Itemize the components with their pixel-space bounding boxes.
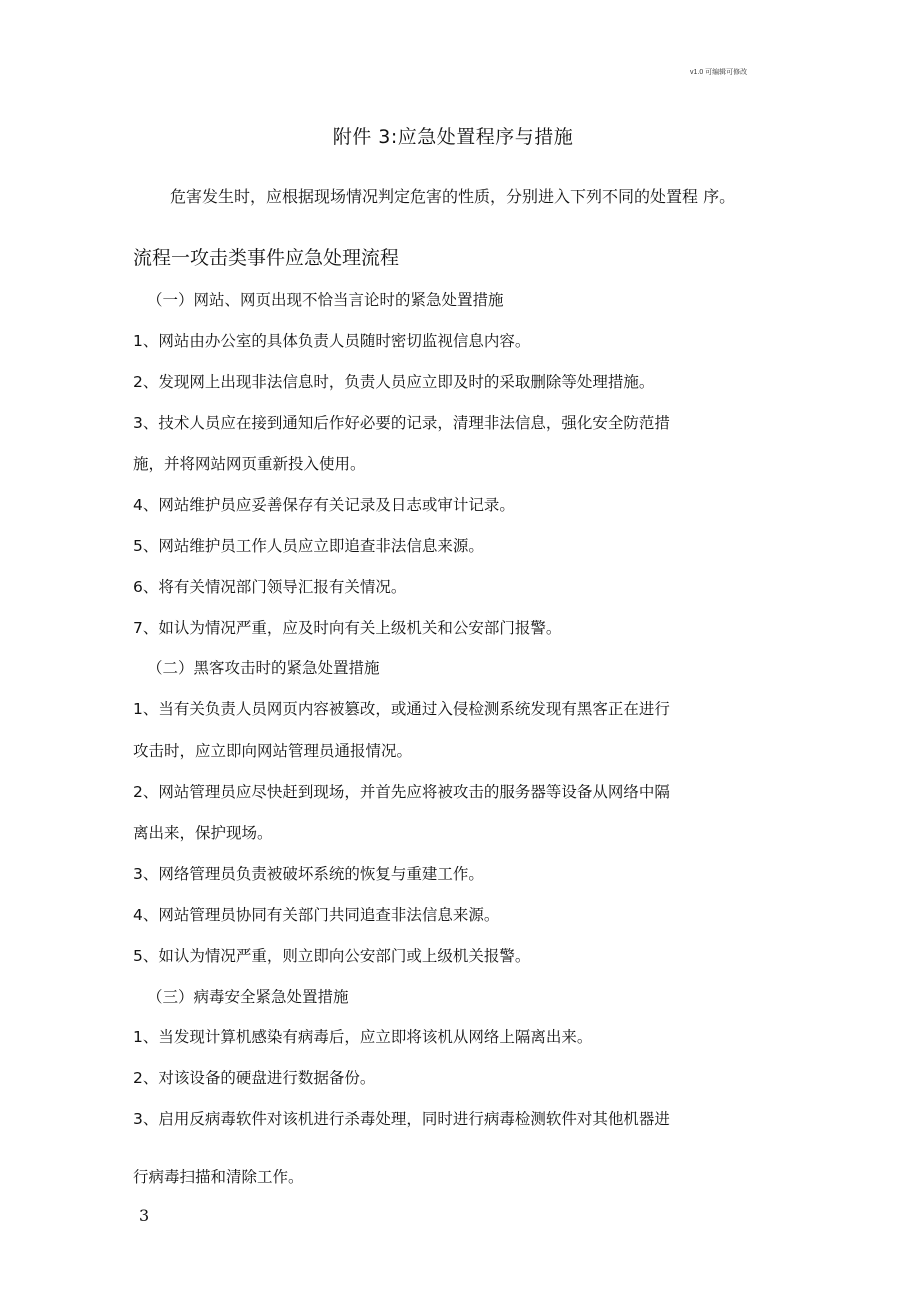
part1-item: 5、网站维护员工作人员应立即追查非法信息来源。 — [133, 537, 484, 555]
part3-item: 3、启用反病毒软件对该机进行杀毒处理，同时进行病毒检测软件对其他机器进 — [133, 1110, 670, 1128]
part2-item: 4、网站管理员协同有关部门共同追查非法信息来源。 — [133, 906, 500, 924]
part1-item: 4、网站维护员应妥善保存有关记录及日志或审计记录。 — [133, 496, 515, 514]
part1-heading: （一）网站、网页出现不恰当言论时的紧急处置措施 — [147, 291, 504, 309]
part2-item: 3、网络管理员负责被破坏系统的恢复与重建工作。 — [133, 865, 484, 883]
part1-item: 3、技术人员应在接到通知后作好必要的记录，清理非法信息，强化安全防范措 — [133, 414, 670, 432]
part2-item: 离出来，保护现场。 — [133, 824, 273, 842]
part3-item: 2、对该设备的硬盘进行数据备份。 — [133, 1069, 376, 1087]
section-heading: 流程一攻击类事件应急处理流程 — [133, 247, 400, 269]
document-title: 附件 3:应急处置程序与措施 — [332, 126, 574, 148]
part1-item: 6、将有关情况部门领导汇报有关情况。 — [133, 578, 407, 596]
part3-heading: （三）病毒安全紧急处置措施 — [147, 988, 349, 1006]
part1-item: 施，并将网站网页重新投入使用。 — [133, 455, 366, 473]
page-number: 3 — [139, 1206, 150, 1225]
part2-item: 攻击时，应立即向网站管理员通报情况。 — [133, 742, 413, 760]
part2-item: 2、网站管理员应尽快赶到现场，并首先应将被攻击的服务器等设备从网络中隔 — [133, 783, 670, 801]
part2-heading: （二）黑客攻击时的紧急处置措施 — [147, 659, 380, 677]
part3-item: 1、当发现计算机感染有病毒后，应立即将该机从网络上隔离出来。 — [133, 1028, 593, 1046]
part1-item: 7、如认为情况严重，应及时向有关上级机关和公安部门报警。 — [133, 619, 562, 637]
part2-item: 1、当有关负责人员网页内容被篡改，或通过入侵检测系统发现有黑客正在进行 — [133, 700, 670, 718]
part3-item: 行病毒扫描和清除工作。 — [133, 1168, 304, 1186]
version-note: v1.0 可编辑可修改 — [690, 69, 748, 76]
part2-item: 5、如认为情况严重，则立即向公安部门或上级机关报警。 — [133, 947, 531, 965]
intro-paragraph: 危害发生时，应根据现场情况判定危害的性质，分别进入下列不同的处置程 序。 — [170, 187, 736, 206]
part1-item: 2、发现网上出现非法信息时，负责人员应立即及时的采取删除等处理措施。 — [133, 373, 655, 391]
part1-item: 1、网站由办公室的具体负责人员随时密切监视信息内容。 — [133, 332, 531, 350]
